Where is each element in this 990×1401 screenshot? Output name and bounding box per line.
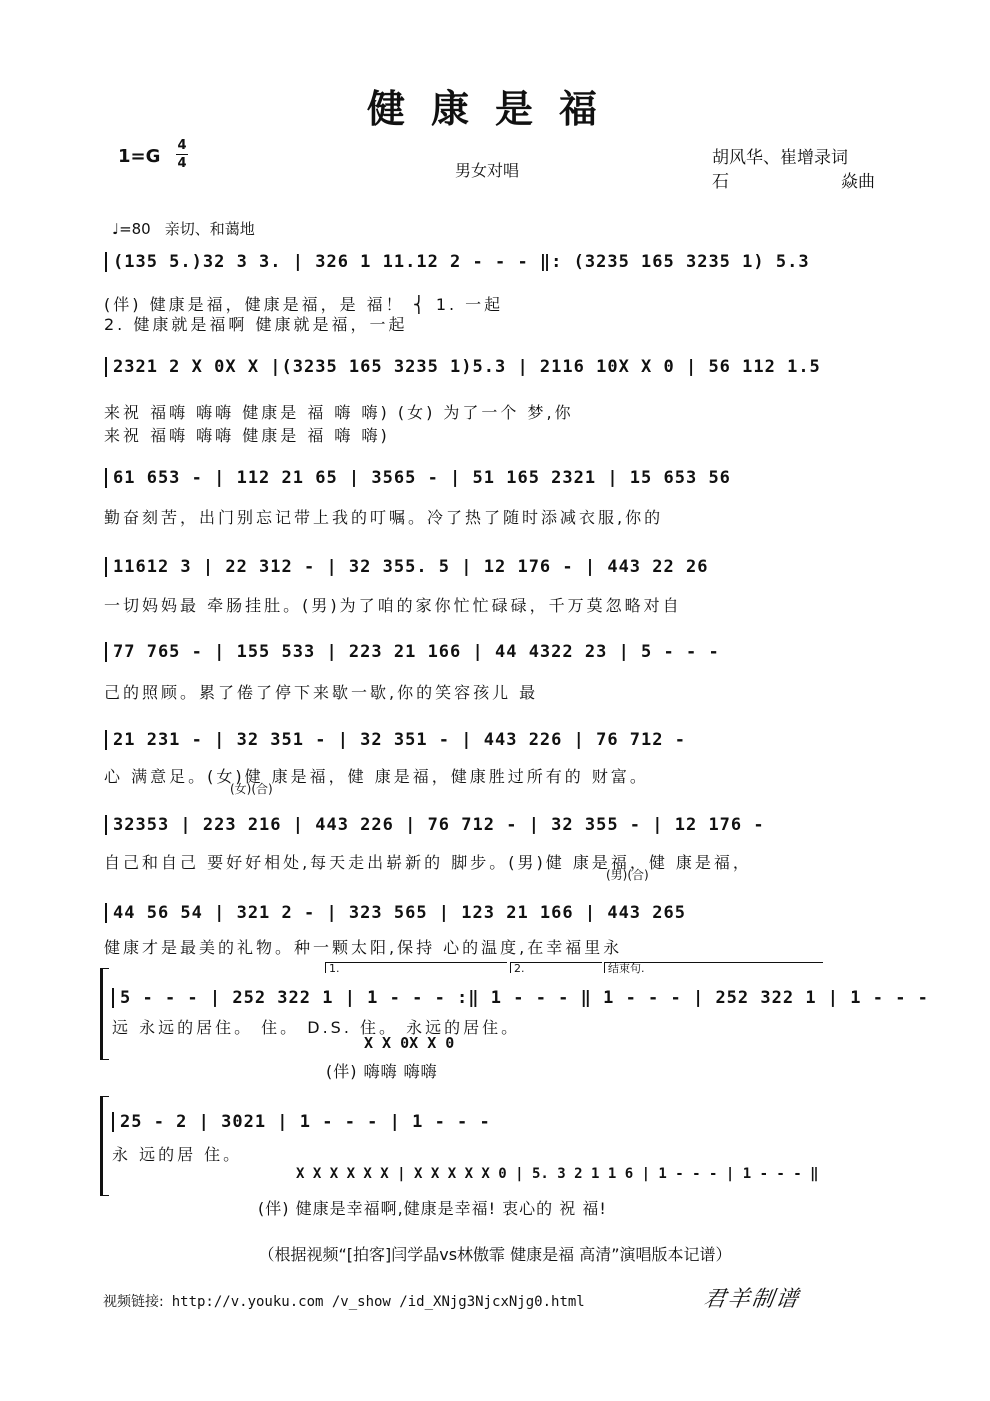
volta-final-ending: 结束句. <box>604 962 823 973</box>
lyric-row-8: 健康才是最美的礼物。种一颗太阳,保持 心的温度,在幸福里永 <box>104 938 623 957</box>
stave-row-3: 61 653 - | 112 21 65 | 3565 - | 51 165 2321 | 15 653 56 <box>105 468 895 488</box>
system-bracket-row-9 <box>100 968 109 1060</box>
voice-part-row-6: (女)(合) <box>230 782 273 796</box>
lyric-row-2b: 来祝 福嗨 嗨嗨 健康是 福 嗨 嗨) <box>104 426 390 445</box>
lyric-row-10: 永 远的居 住。 <box>112 1145 243 1164</box>
composer-credit <box>712 167 875 192</box>
composer-surname: 石 <box>712 172 729 192</box>
stave-row-6: 21 231 - | 32 351 - | 32 351 - | 443 226 | 76 712 - <box>105 730 895 750</box>
tempo-marking <box>112 218 255 239</box>
accompaniment-row-9-lyric: (伴) 嗨嗨 嗨嗨 <box>326 1062 438 1081</box>
volta-first-ending: 1. <box>325 962 507 973</box>
system-bracket-row-10 <box>100 1096 109 1196</box>
lyric-row-7: 自己和自己 要好好相处,每天走出崭新的 脚步。(男)健 康是福，健 康是福， <box>104 853 752 872</box>
time-signature <box>176 138 188 171</box>
video-link-url[interactable]: http://v.youku.com /v_show /id_XNjg3NjcxNjg0.html <box>171 1294 585 1310</box>
song-title: 健康是福 <box>366 86 623 131</box>
stave-row-5: 77 765 - | 155 533 | 223 21 166 | 44 4322 23 | 5 - - - <box>105 642 895 662</box>
stave-row-10: 25 - 2 | 3021 | 1 - - - | 1 - - - <box>112 1112 582 1132</box>
volta-second-ending: 2. <box>510 962 602 973</box>
lyric-row-5: 己的照顾。累了倦了停下来歇一歇,你的笑容孩儿 最 <box>104 683 539 702</box>
composer-given: 焱曲 <box>841 172 875 192</box>
tempo-bpm: ♩=80 <box>112 220 151 238</box>
lyric-row-6: 心 满意足。(女)健 康是福，健 康是福，健康胜过所有的 财富。 <box>104 767 649 786</box>
stave-row-2: 2321 2 X 0X X |(3235 165 3235 1)5.3 | 2116 10X X 0 | 56 112 1.5 <box>105 357 895 377</box>
stave-row-8: 44 56 54 | 321 2 - | 323 565 | 123 21 166 | 443 265 <box>105 903 895 923</box>
stave-row-9: 5 - - - | 252 322 1 | 1 - - - :‖ 1 - - - ‖ 1 - - - | 252 322 1 | 1 - - - <box>112 988 892 1008</box>
accompaniment-row-9-notes: X X 0X X 0 <box>364 1034 455 1052</box>
transcriber-signature: 君羊制谱 <box>701 1287 802 1312</box>
lyricist-credit: 胡风华、崔增录词 <box>712 148 848 168</box>
performance-type: 男女对唱 <box>455 161 520 180</box>
stave-row-1: (135 5.)32 3 3. | 326 1 11.12 2 - - - ‖: (3235 165 3235 1) 5.3 <box>105 252 895 272</box>
video-link-label: 视频链接: <box>103 1294 164 1310</box>
stave-row-7: 32353 | 223 216 | 443 226 | 76 712 - | 32 355 - | 12 176 - <box>105 815 895 835</box>
lyric-row-1a: (伴) 健康是福，健康是福，是 福！ ⎨ 1. 一起 <box>104 295 504 314</box>
lyric-row-4: 一切妈妈最 牵肠挂肚。(男)为了咱的家你忙忙碌碌，千万莫忽略对自 <box>104 596 682 615</box>
lyric-row-3: 勤奋刻苦，出门别忘记带上我的叮嘱。冷了热了随时添减衣服,你的 <box>104 508 664 527</box>
lyric-row-2a: 来祝 福嗨 嗨嗨 健康是 福 嗨 嗨) (女) 为了一个 梦,你 <box>104 403 574 422</box>
lyric-row-9: 远 永远的居住。 住。 D.S. 住。 永远的居住。 <box>112 1018 521 1037</box>
time-signature-top: 4 <box>177 138 187 153</box>
stave-row-4: 11612 3 | 22 312 - | 32 355. 5 | 12 176 - | 443 22 26 <box>105 557 895 577</box>
accompaniment-row-10-lyric: (伴) 健康是幸福啊,健康是幸福! 衷心的 祝 福! <box>258 1199 607 1218</box>
transcription-source-note: （根据视频“[拍客]闫学晶vs林傲霏 健康是福 高清”演唱版本记谱） <box>258 1245 732 1264</box>
expression-marking: 亲切、和蔼地 <box>164 220 255 238</box>
time-signature-bottom: 4 <box>177 156 187 171</box>
lyric-row-1b: 2. 健康就是福啊 健康就是福，一起 <box>104 315 408 334</box>
voice-part-row-7: (男)(合) <box>606 868 649 882</box>
video-link-line <box>103 1291 585 1311</box>
key-signature: 1=G <box>118 146 161 167</box>
accompaniment-row-10-notes: X X X X X X | X X X X X 0 | 5. 3 2 1 1 6 | 1 - - - | 1 - - - ‖ <box>296 1166 819 1182</box>
